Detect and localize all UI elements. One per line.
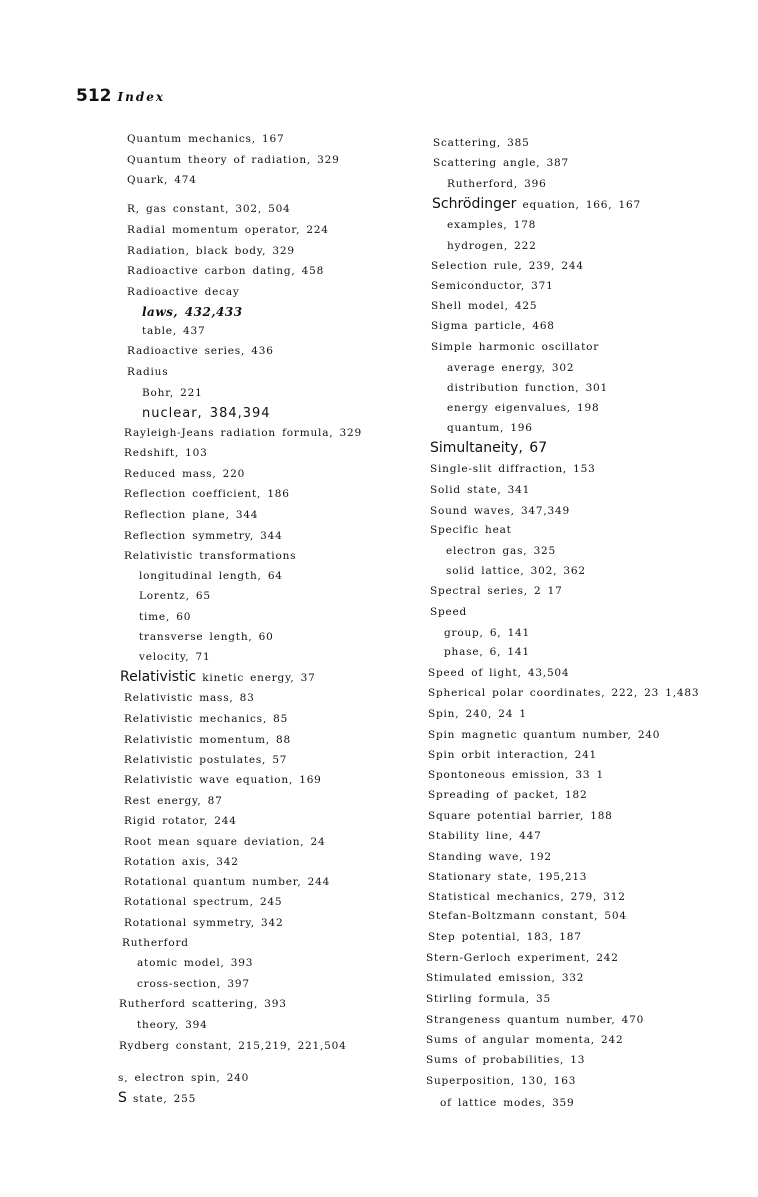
index-subentry: longitudinal length, 64 bbox=[139, 570, 283, 582]
index-subentry: table, 437 bbox=[142, 325, 206, 337]
index-entry: Root mean square deviation, 24 bbox=[124, 836, 326, 848]
index-subentry: cross-section, 397 bbox=[137, 978, 250, 990]
index-entry: Rayleigh-Jeans radiation formula, 329 bbox=[124, 427, 362, 439]
index-entry: Reduced mass, 220 bbox=[124, 468, 246, 480]
index-entry: Simple harmonic oscillator bbox=[431, 341, 600, 353]
index-entry: Rutherford bbox=[122, 937, 189, 949]
index-entry: Reflection plane, 344 bbox=[124, 509, 259, 521]
index-entry: Spin, 240, 24 1 bbox=[428, 708, 527, 720]
index-subentry: group, 6, 141 bbox=[444, 627, 531, 639]
index-entry bbox=[432, 196, 641, 212]
index-entry: Quantum mechanics, 167 bbox=[127, 133, 285, 145]
index-entry: Radioactive series, 436 bbox=[127, 345, 274, 357]
index-entry: Radiation, black body, 329 bbox=[127, 245, 295, 257]
index-entry: Statistical mechanics, 279, 312 bbox=[428, 891, 626, 903]
index-entry: Spreading of packet, 182 bbox=[428, 789, 588, 801]
index-subentry: solid lattice, 302, 362 bbox=[446, 565, 586, 577]
index-entry: Scattering, 385 bbox=[433, 137, 530, 149]
index-entry: Spin magnetic quantum number, 240 bbox=[428, 729, 661, 741]
index-entry: Rigid rotator, 244 bbox=[124, 815, 237, 827]
index-entry: Rotational quantum number, 244 bbox=[124, 876, 331, 888]
index-entry: Single-slit diffraction, 153 bbox=[430, 463, 596, 475]
index-entry: Relativistic mass, 83 bbox=[124, 692, 255, 704]
index-subentry: examples, 178 bbox=[447, 219, 537, 231]
index-entry: Stimulated emission, 332 bbox=[426, 972, 585, 984]
index-subentry: energy eigenvalues, 198 bbox=[447, 402, 600, 414]
index-entry: Redshift, 103 bbox=[124, 447, 208, 459]
index-entry: Semiconductor, 371 bbox=[431, 280, 554, 292]
index-entry-large: S bbox=[118, 1090, 127, 1106]
index-entry: Rotation axis, 342 bbox=[124, 856, 239, 868]
index-entry-large: Relativistic bbox=[120, 669, 197, 685]
index-entry: Speed of light, 43,504 bbox=[428, 667, 570, 679]
index-subentry: phase, 6, 141 bbox=[444, 646, 530, 658]
index-entry: Strangeness quantum number, 470 bbox=[426, 1014, 645, 1026]
index-entry: Relativistic wave equation, 169 bbox=[124, 774, 322, 786]
index-entry bbox=[120, 669, 316, 685]
index-entry: Superposition, 130, 163 bbox=[426, 1075, 577, 1087]
index-entry: Stability line, 447 bbox=[428, 830, 542, 842]
index-entry-large: Schrödinger bbox=[432, 196, 517, 212]
index-entry: Specific heat bbox=[430, 524, 512, 536]
index-entry bbox=[118, 1090, 196, 1106]
index-entry-tail: kinetic energy, 37 bbox=[202, 672, 316, 684]
index-entry: Shell model, 425 bbox=[431, 300, 538, 312]
index-entry: Relativistic postulates, 57 bbox=[124, 754, 288, 766]
page-header bbox=[76, 86, 165, 106]
page-number: 512 bbox=[76, 86, 112, 106]
index-entry: Selection rule, 239, 244 bbox=[431, 260, 584, 272]
index-subentry: velocity, 71 bbox=[139, 651, 211, 663]
index-entry: Stationary state, 195,213 bbox=[428, 871, 588, 883]
index-entry: Rutherford scattering, 393 bbox=[119, 998, 287, 1010]
index-subentry: nuclear, 384,394 bbox=[142, 406, 271, 421]
index-entry: R, gas constant, 302, 504 bbox=[127, 203, 291, 215]
index-subentry: hydrogen, 222 bbox=[447, 240, 537, 252]
index-subentry: electron gas, 325 bbox=[446, 545, 557, 557]
index-entry: Stirling formula, 35 bbox=[426, 993, 551, 1005]
index-entry: Spin orbit interaction, 241 bbox=[428, 749, 598, 761]
index-entry: Speed bbox=[430, 606, 468, 618]
index-entry: Sums of probabilities, 13 bbox=[426, 1054, 586, 1066]
index-entry: s, electron spin, 240 bbox=[118, 1072, 250, 1084]
index-entry: Spherical polar coordinates, 222, 23 1,483 bbox=[428, 687, 700, 699]
index-subentry: average energy, 302 bbox=[447, 362, 575, 374]
index-entry: Radioactive decay bbox=[127, 286, 240, 298]
index-entry: Radial momentum operator, 224 bbox=[127, 224, 329, 236]
index-subentry: laws, 432,433 bbox=[142, 305, 243, 319]
index-entry: Relativistic mechanics, 85 bbox=[124, 713, 289, 725]
index-entry: Step potential, 183, 187 bbox=[428, 931, 582, 943]
index-entry: Radius bbox=[127, 366, 169, 378]
index-entry: Stefan-Boltzmann constant, 504 bbox=[428, 910, 627, 922]
index-subentry: transverse length, 60 bbox=[139, 631, 274, 643]
index-entry: Stern-Gerloch experiment, 242 bbox=[426, 952, 619, 964]
index-subentry: Rutherford, 396 bbox=[447, 178, 547, 190]
index-entry: Spectral series, 2 17 bbox=[430, 585, 563, 597]
index-entry: Reflection coefficient, 186 bbox=[124, 488, 290, 500]
index-entry: Sigma particle, 468 bbox=[431, 320, 555, 332]
index-subentry: time, 60 bbox=[139, 611, 192, 623]
index-entry: Relativistic transformations bbox=[124, 550, 297, 562]
index-entry: Standing wave, 192 bbox=[428, 851, 552, 863]
index-entry-tail: state, 255 bbox=[133, 1093, 197, 1105]
index-entry: Spontoneous emission, 33 1 bbox=[428, 769, 604, 781]
index-subentry: distribution function, 301 bbox=[447, 382, 609, 394]
index-entry-tail: equation, 166, 167 bbox=[522, 199, 641, 211]
index-subentry: atomic model, 393 bbox=[137, 957, 254, 969]
index-entry: Quantum theory of radiation, 329 bbox=[127, 154, 340, 166]
index-entry: Rest energy, 87 bbox=[124, 795, 223, 807]
index-entry-large: Simultaneity, 67 bbox=[430, 440, 548, 456]
index-entry bbox=[430, 440, 547, 456]
index-entry: Solid state, 341 bbox=[430, 484, 531, 496]
index-entry: Reflection symmetry, 344 bbox=[124, 530, 283, 542]
index-entry: Rotational symmetry, 342 bbox=[124, 917, 284, 929]
index-entry: Rotational spectrum, 245 bbox=[124, 896, 283, 908]
index-entry: Square potential barrier, 188 bbox=[428, 810, 613, 822]
index-entry: Sound waves, 347,349 bbox=[430, 505, 570, 517]
index-subentry: quantum, 196 bbox=[447, 422, 533, 434]
index-entry: Scattering angle, 387 bbox=[433, 157, 570, 169]
index-entry: Rydberg constant, 215,219, 221,504 bbox=[119, 1040, 347, 1052]
index-subentry: Bohr, 221 bbox=[142, 387, 203, 399]
index-entry: Quark, 474 bbox=[127, 174, 197, 186]
index-subentry: theory, 394 bbox=[137, 1019, 208, 1031]
index-entry: Relativistic momentum, 88 bbox=[124, 734, 291, 746]
page-title: Index bbox=[117, 90, 166, 104]
index-entry: Radioactive carbon dating, 458 bbox=[127, 265, 325, 277]
index-entry: Sums of angular momenta, 242 bbox=[426, 1034, 624, 1046]
index-subentry: of lattice modes, 359 bbox=[440, 1097, 575, 1109]
index-subentry: Lorentz, 65 bbox=[139, 590, 211, 602]
